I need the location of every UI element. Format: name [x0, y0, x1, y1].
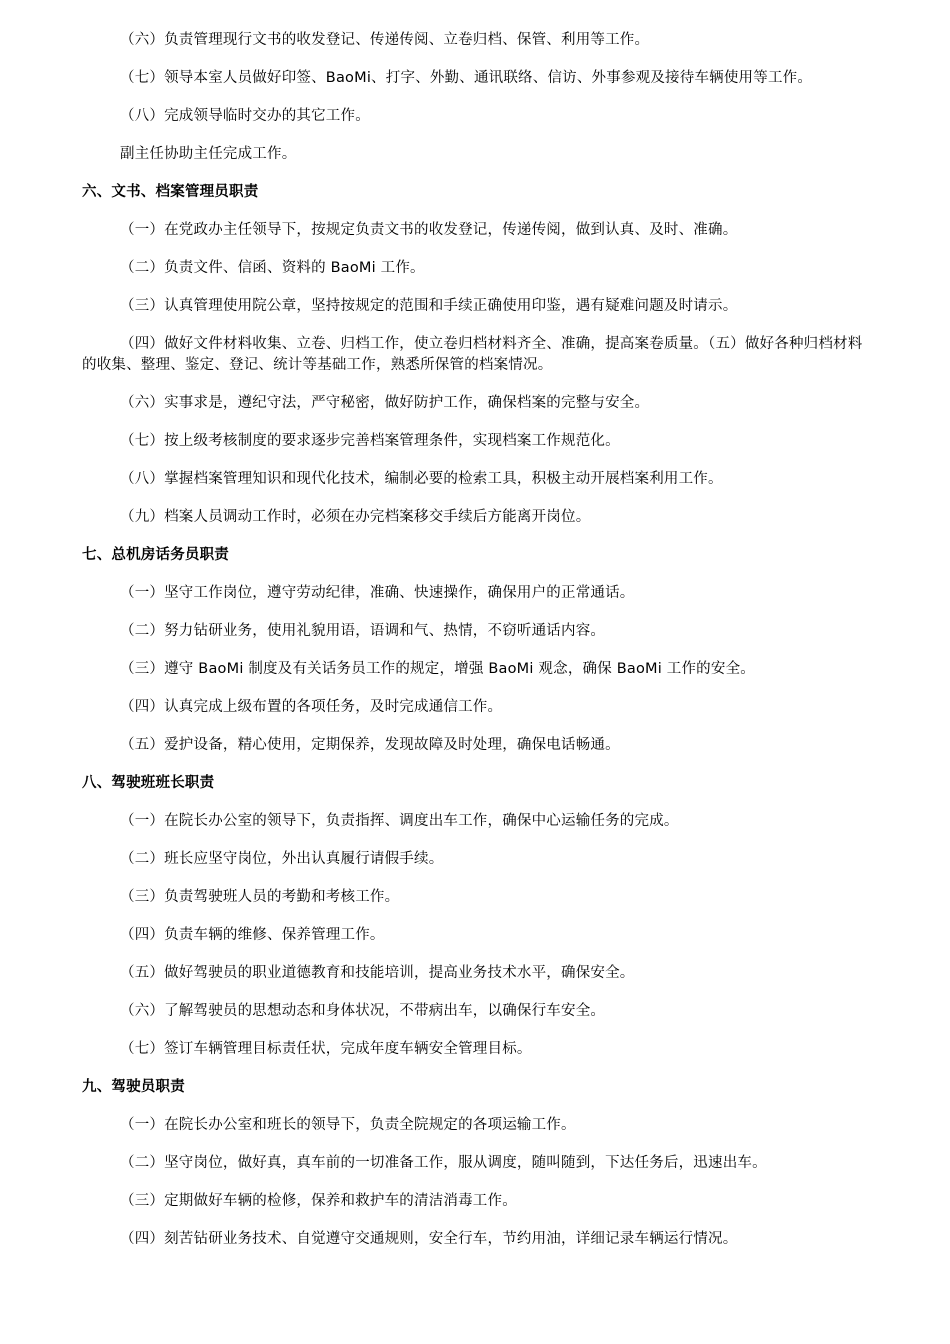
section-heading: 六、文书、档案管理员职责 — [82, 184, 259, 200]
clause-paragraph: （一）坚守工作岗位，遵守劳动纪律，准确、快速操作，确保用户的正常通话。 — [120, 585, 635, 601]
clause-paragraph: （七）签订车辆管理目标责任状，完成年度车辆安全管理目标。 — [120, 1041, 532, 1057]
clause-paragraph: （一）在党政办主任领导下，按规定负责文书的收发登记，传递传阅，做到认真、及时、准确。 — [120, 222, 738, 238]
clause-paragraph: （四）做好文件材料收集、立卷、归档工作，使立卷归档材料齐全、准确，提高案卷质量。（五）做好各种归档材料的收集、整理、鉴定、登记、统计等基础工作，熟悉所保管的档案情况。 — [82, 336, 863, 373]
clause-paragraph: 副主任协助主任完成工作。 — [120, 146, 297, 162]
clause-paragraph: （一）在院长办公室的领导下，负责指挥、调度出车工作，确保中心运输任务的完成。 — [120, 813, 679, 829]
clause-paragraph: （四）刻苦钻研业务技术、自觉遵守交通规则，安全行车，节约用油，详细记录车辆运行情况。 — [120, 1231, 738, 1247]
clause-paragraph: （四）负责车辆的维修、保养管理工作。 — [120, 927, 385, 943]
clause-paragraph: （三）认真管理使用院公章，坚持按规定的范围和手续正确使用印鉴，遇有疑难问题及时请示。 — [120, 298, 738, 314]
section-heading: 八、驾驶班班长职责 — [82, 775, 215, 791]
document-body — [82, 30, 872, 1267]
clause-paragraph: （五）做好驾驶员的职业道德教育和技能培训，提高业务技术水平，确保安全。 — [120, 965, 635, 981]
clause-paragraph: （八）掌握档案管理知识和现代化技术，编制必要的检索工具，积极主动开展档案利用工作。 — [120, 471, 723, 487]
clause-paragraph: （六）了解驾驶员的思想动态和身体状况，不带病出车，以确保行车安全。 — [120, 1003, 606, 1019]
clause-paragraph: （三）负责驾驶班人员的考勤和考核工作。 — [120, 889, 400, 905]
section-heading: 九、驾驶员职责 — [82, 1079, 185, 1095]
clause-paragraph: （九）档案人员调动工作时，必须在办完档案移交手续后方能离开岗位。 — [120, 509, 591, 525]
clause-paragraph: （二）努力钻研业务，使用礼貌用语，语调和气、热情，不窃听通话内容。 — [120, 623, 606, 639]
clause-paragraph: （二）班长应坚守岗位，外出认真履行请假手续。 — [120, 851, 444, 867]
clause-paragraph: （三）定期做好车辆的检修，保养和救护车的清洁消毒工作。 — [120, 1193, 517, 1209]
clause-paragraph: （八）完成领导临时交办的其它工作。 — [120, 108, 370, 124]
clause-paragraph: （三）遵守 BaoMi 制度及有关话务员工作的规定，增强 BaoMi 观念，确保 BaoMi 工作的安全。 — [120, 661, 755, 677]
clause-paragraph: （二）坚守岗位，做好真，真车前的一切准备工作，服从调度，随叫随到，下达任务后，迅速出车。 — [120, 1155, 767, 1171]
section-heading: 七、总机房话务员职责 — [82, 547, 229, 563]
clause-paragraph: （一）在院长办公室和班长的领导下，负责全院规定的各项运输工作。 — [120, 1117, 576, 1133]
clause-paragraph: （七）领导本室人员做好印签、BaoMi、打字、外勤、通讯联络、信访、外事参观及接待车辆使用等工作。 — [120, 70, 813, 86]
clause-paragraph: （六）负责管理现行文书的收发登记、传递传阅、立卷归档、保管、利用等工作。 — [120, 32, 650, 48]
clause-paragraph: （四）认真完成上级布置的各项任务，及时完成通信工作。 — [120, 699, 503, 715]
clause-paragraph: （五）爱护设备，精心使用，定期保养，发现故障及时处理，确保电话畅通。 — [120, 737, 620, 753]
clause-paragraph: （六）实事求是，遵纪守法，严守秘密，做好防护工作，确保档案的完整与安全。 — [120, 395, 650, 411]
clause-paragraph: （二）负责文件、信函、资料的 BaoMi 工作。 — [120, 260, 425, 276]
clause-paragraph: （七）按上级考核制度的要求逐步完善档案管理条件，实现档案工作规范化。 — [120, 433, 620, 449]
